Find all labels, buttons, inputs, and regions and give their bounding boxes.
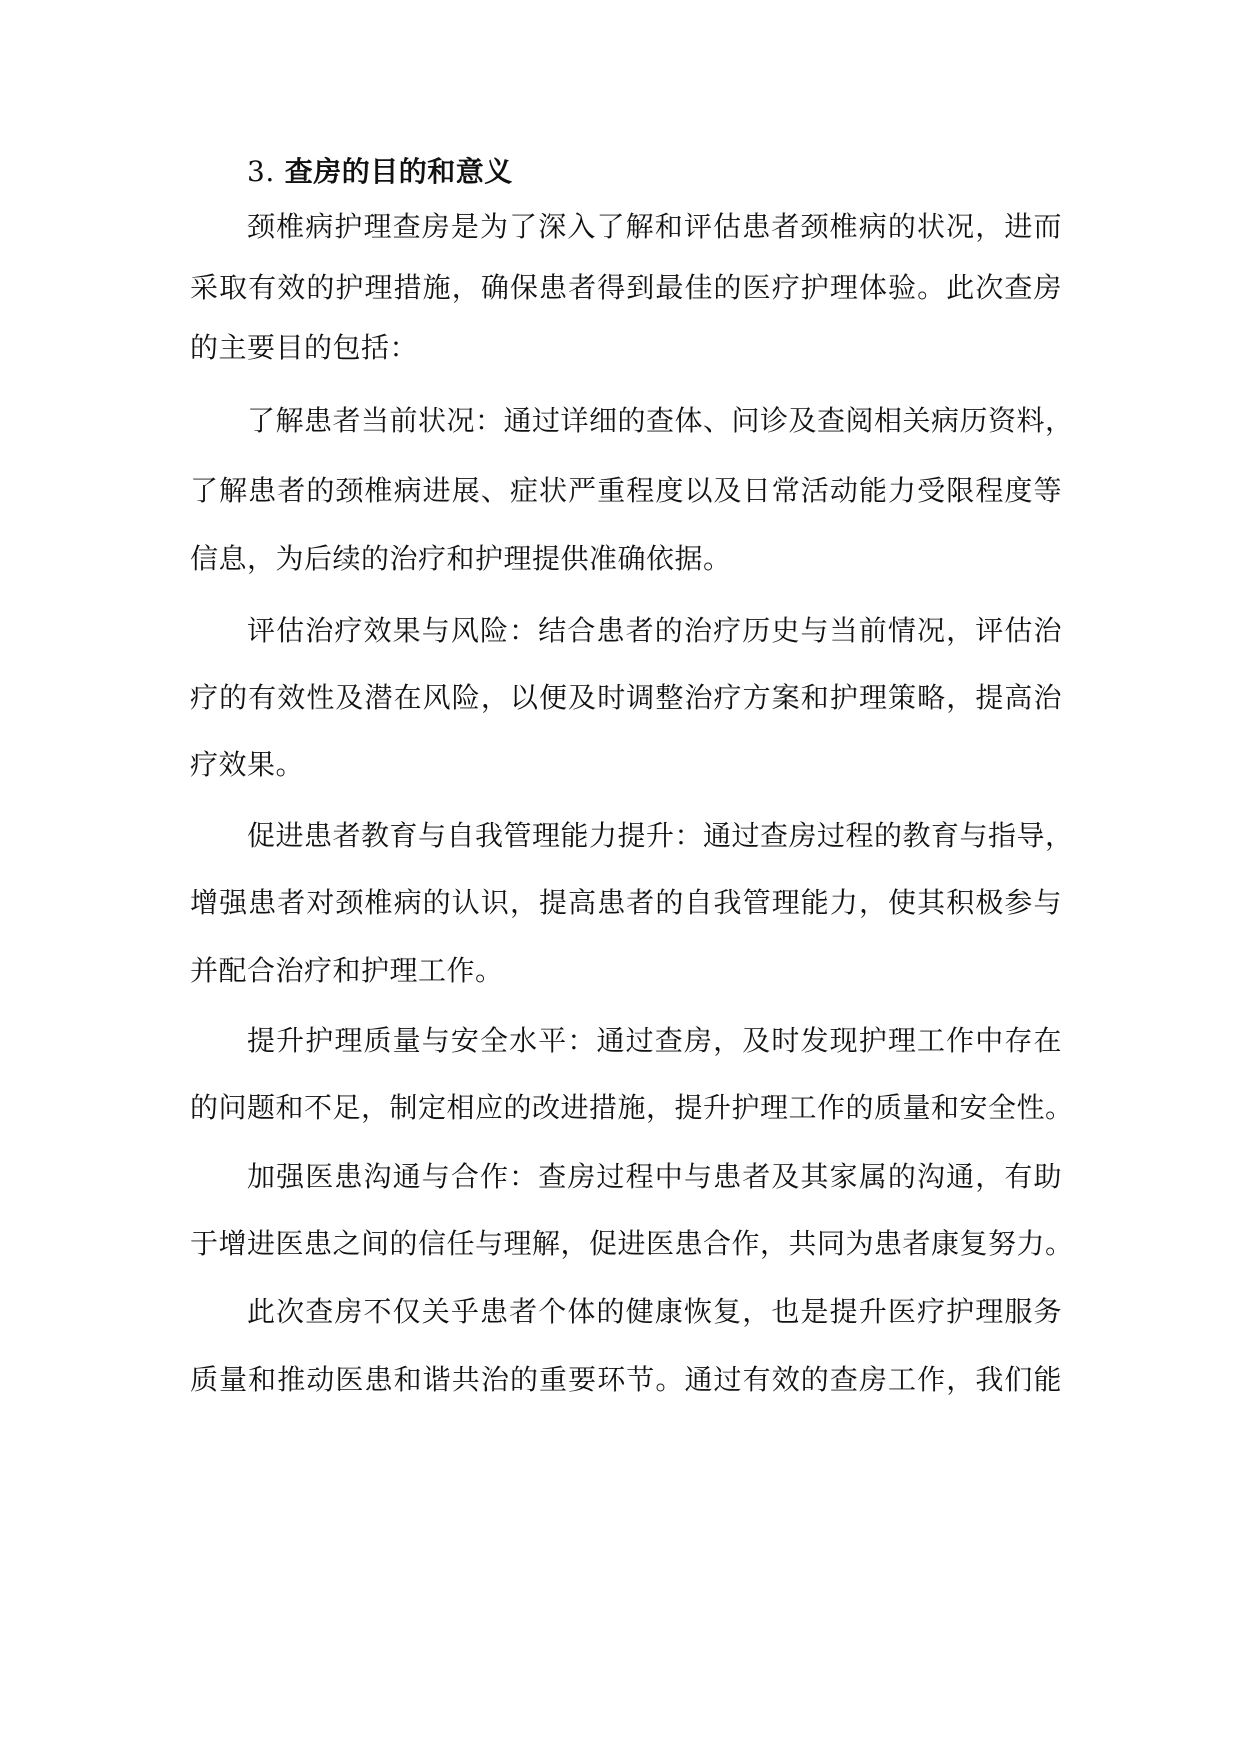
paragraph-line: 质量和推动医患和谐共治的重要环节。通过有效的查房工作，我们能 [190, 1363, 1062, 1396]
section-title: 查房的目的和意义 [284, 155, 513, 188]
paragraph-line: 采取有效的护理措施，确保患者得到最佳的医疗护理体验。此次查房 [190, 271, 1062, 304]
paragraph-line: 加强医患沟通与合作：查房过程中与患者及其家属的沟通，有助 [247, 1160, 1062, 1193]
paragraph-line: 评估治疗效果与风险：结合患者的治疗历史与当前情况，评估治 [247, 614, 1062, 647]
paragraph-line: 了解患者当前状况：通过详细的查体、问诊及查阅相关病历资料， [247, 404, 1074, 437]
paragraph-line: 了解患者的颈椎病进展、症状严重程度以及日常活动能力受限程度等 [190, 474, 1062, 507]
paragraph-line: 的问题和不足，制定相应的改进措施，提升护理工作的质量和安全性。 [190, 1091, 1074, 1124]
paragraph-line: 此次查房不仅关乎患者个体的健康恢复，也是提升医疗护理服务 [247, 1295, 1062, 1328]
section-number: 3. [247, 155, 275, 188]
paragraph-line: 疗效果。 [190, 748, 305, 781]
paragraph-line: 增强患者对颈椎病的认识，提高患者的自我管理能力，使其积极参与 [190, 886, 1062, 919]
paragraph-line: 信息，为后续的治疗和护理提供准确依据。 [190, 542, 732, 575]
paragraph-line: 提升护理质量与安全水平：通过查房，及时发现护理工作中存在 [247, 1024, 1062, 1057]
paragraph-line: 颈椎病护理查房是为了深入了解和评估患者颈椎病的状况，进而 [247, 210, 1062, 243]
paragraph-line: 促进患者教育与自我管理能力提升：通过查房过程的教育与指导， [247, 819, 1074, 852]
paragraph-line: 并配合治疗和护理工作。 [190, 954, 504, 987]
paragraph-line: 的主要目的包括： [190, 331, 419, 364]
paragraph-line: 于增进医患之间的信任与理解，促进医患合作，共同为患者康复努力。 [190, 1227, 1074, 1260]
paragraph-line: 疗的有效性及潜在风险，以便及时调整治疗方案和护理策略，提高治 [190, 681, 1062, 714]
section-heading [247, 150, 513, 194]
